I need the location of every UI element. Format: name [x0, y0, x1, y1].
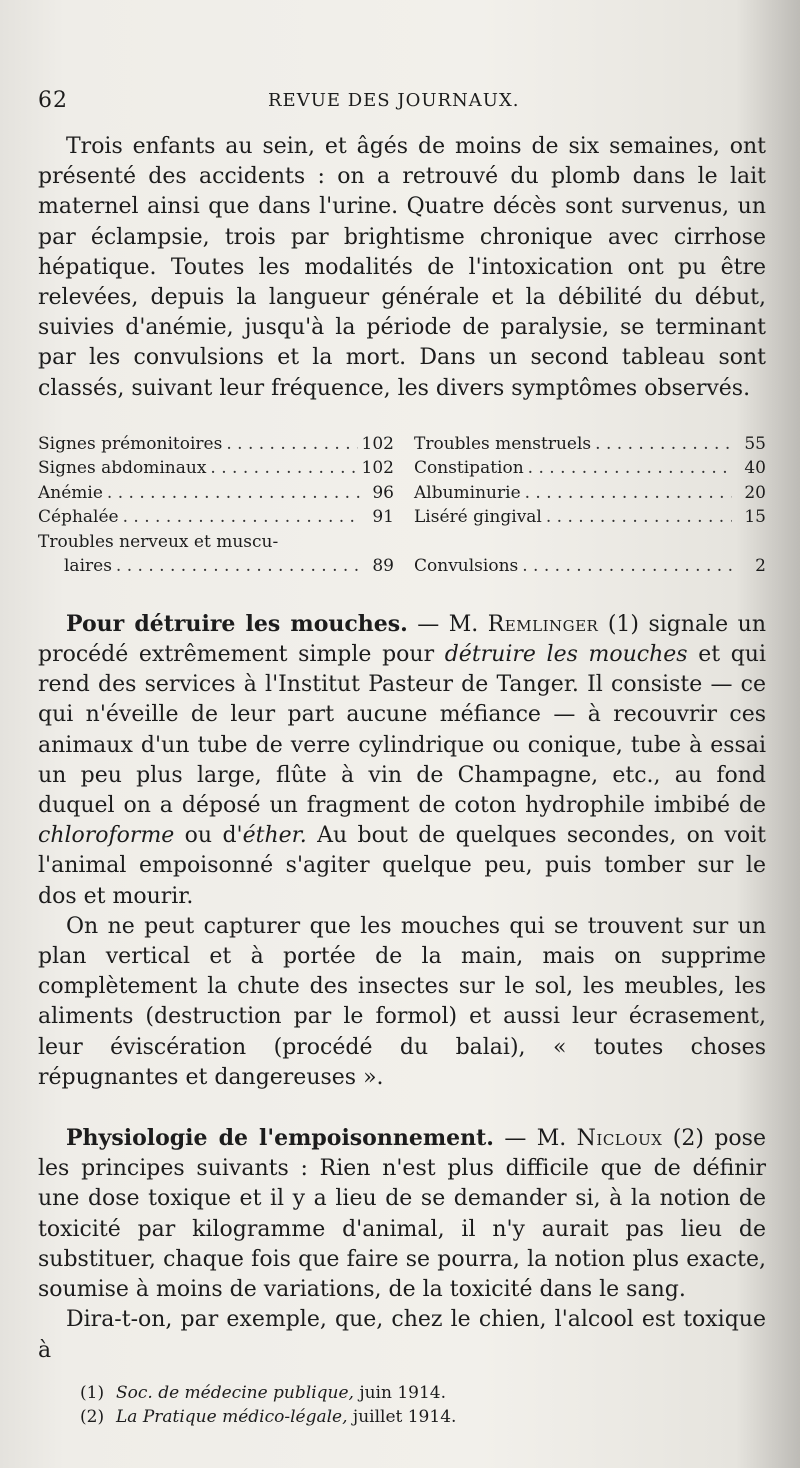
author-nicloux: Nicloux: [576, 1126, 663, 1152]
footnote-text: [116, 1405, 456, 1429]
symptom-count: 15: [744, 507, 766, 528]
symptom-count: 40: [744, 458, 766, 479]
footnote-text: [116, 1381, 446, 1405]
heading-dash: — M.: [493, 1126, 577, 1152]
symptom-row: [38, 505, 394, 530]
symptom-name: Signes abdominaux: [38, 458, 207, 479]
dot-leader: [226, 432, 357, 457]
footnote-date: juin 1914.: [353, 1383, 447, 1403]
symptom-count: 102: [361, 458, 394, 479]
symptom-name-continued: laires: [64, 556, 112, 577]
table-spacer: [414, 530, 766, 555]
page-header: [38, 88, 778, 118]
dot-leader: [595, 432, 732, 457]
symptom-count: 2: [755, 556, 766, 577]
symptom-row: [38, 432, 394, 457]
text-run: (1) signale un procédé extrêmement simple pour: [38, 611, 767, 668]
running-title: REVUE DES JOURNAUX.: [268, 90, 520, 111]
symptoms-table: [38, 432, 766, 579]
page-number: 62: [38, 88, 68, 113]
symptom-row: [38, 481, 394, 506]
footnote-source: La Pratique médico-légale,: [116, 1407, 348, 1427]
dot-leader: [522, 554, 732, 579]
section-gap: [38, 1093, 766, 1123]
italic-run: éther.: [242, 823, 307, 849]
section-heading-mouches: Pour détruire les mouches.: [66, 610, 408, 637]
dot-leader: [525, 481, 732, 506]
text-run: (2) pose les principes suivants : Rien n'est plus difficile que de définir une dose toxique et il y a lieu de se demander si, à la notion de toxicité par kilogramme d'animal, il n'y aurait pas lieu de substituer, chaque fois que faire se pourra, la notion plus exacte, soumise à moins de variations, de la toxicité dans le sang.: [38, 1126, 766, 1303]
symptom-row: [414, 554, 766, 579]
symptom-row: [414, 481, 766, 506]
symptom-row: [414, 432, 766, 457]
symptom-row-multiline-second: [38, 554, 394, 579]
footnote-1: [80, 1381, 760, 1405]
symptom-count: 20: [744, 482, 766, 503]
footnote-mark: (2): [80, 1407, 105, 1427]
symptom-row: [414, 456, 766, 481]
symptom-name: Troubles menstruels: [414, 433, 592, 454]
section-heading-physiologie: Physiologie de l'empoisonnement.: [66, 1125, 494, 1152]
symptom-count: 89: [372, 556, 394, 577]
symptom-name: Anémie: [38, 482, 103, 503]
footnote-date: juillet 1914.: [347, 1407, 457, 1427]
symptom-name: Liséré gingival: [414, 507, 542, 528]
dot-leader: [210, 456, 357, 481]
dot-leader: [116, 554, 360, 579]
author-remlinger: Remlinger: [487, 611, 599, 637]
text-run: Au bout de quelques secondes, on voit l'animal empoisonné s'agiter quelque peu, puis tomber sur le dos et mourir.: [38, 823, 767, 909]
footnote-2: [80, 1405, 760, 1429]
mouches-paragraph-1: [38, 609, 766, 912]
intro-paragraph: Trois enfants au sein, et âgés de moins de six semaines, ont présenté des accidents : on a retrouvé du plomb dans le lait maternel ainsi que dans l'urine. Quatre décès sont survenus, un par éclampsie, trois par brightisme chronique avec cirrhose hépatique. Toutes les modalités de l'intoxication ont pu être relevées, depuis la langueur générale et la débilité du début, suivies d'anémie, jusqu'à la période de paralysie, se terminant par les convulsions et la mort. Dans un second tableau sont classés, suivant leur fréquence, les divers symptômes observés.: [38, 134, 766, 401]
symptom-row: [414, 505, 766, 530]
symptom-count: 96: [372, 482, 394, 503]
footnotes: [80, 1381, 760, 1429]
symptom-count: 55: [744, 433, 766, 454]
dot-leader: [123, 505, 360, 530]
footnote-source: Soc. de médecine publique,: [116, 1383, 354, 1403]
heading-dash: — M.: [407, 611, 488, 637]
symptom-name: Signes prémonitoires: [38, 433, 223, 454]
symptom-name: Albuminurie: [414, 482, 521, 503]
physiologie-paragraph-2: Dira-t-on, par exemple, que, chez le chien, l'alcool est toxique à: [38, 1307, 766, 1363]
italic-run: détruire les mouches: [444, 642, 688, 668]
symptom-count: 102: [361, 433, 394, 454]
footnote-mark: (1): [80, 1383, 105, 1403]
symptoms-column-right: [414, 432, 766, 579]
symptom-name: Céphalée: [38, 507, 119, 528]
symptom-name: Troubles nerveux et muscu-: [38, 531, 279, 552]
section-gap: [38, 579, 766, 609]
symptom-row-multiline-first: [38, 530, 394, 555]
symptom-count: 91: [372, 507, 394, 528]
mouches-paragraph-2: On ne peut capturer que les mouches qui se trouvent sur un plan vertical et à portée de la main, mais on supprime complètement la chute des insectes sur le sol, les meubles, les aliments (destruction par le formol) et aussi leur écrasement, leur éviscération (procédé du balai), « toutes choses répugnantes et dangereuses ».: [38, 913, 766, 1090]
symptom-name: Constipation: [414, 458, 524, 479]
symptom-row: [38, 456, 394, 481]
dot-leader: [107, 481, 360, 506]
dot-leader: [528, 456, 732, 481]
dot-leader: [546, 505, 732, 530]
physiologie-paragraph-1: [38, 1123, 766, 1305]
symptoms-column-left: [38, 432, 394, 579]
text-run: et qui rend des services à l'Institut Pasteur de Tanger. Il consiste — ce qui n'éveille de leur part aucune méfiance — à recouvrir ces animaux d'un tube de verre cylindrique ou conique, tube à essai un peu plus large, flûte à vin de Champagne, etc., au fond duquel on a déposé un fragment de coton hydrophile imbibé de: [38, 642, 766, 819]
symptom-name: Convulsions: [414, 556, 519, 577]
italic-run: chloroforme: [38, 823, 175, 849]
page-content: [38, 132, 766, 1366]
text-run: ou d': [174, 823, 243, 849]
